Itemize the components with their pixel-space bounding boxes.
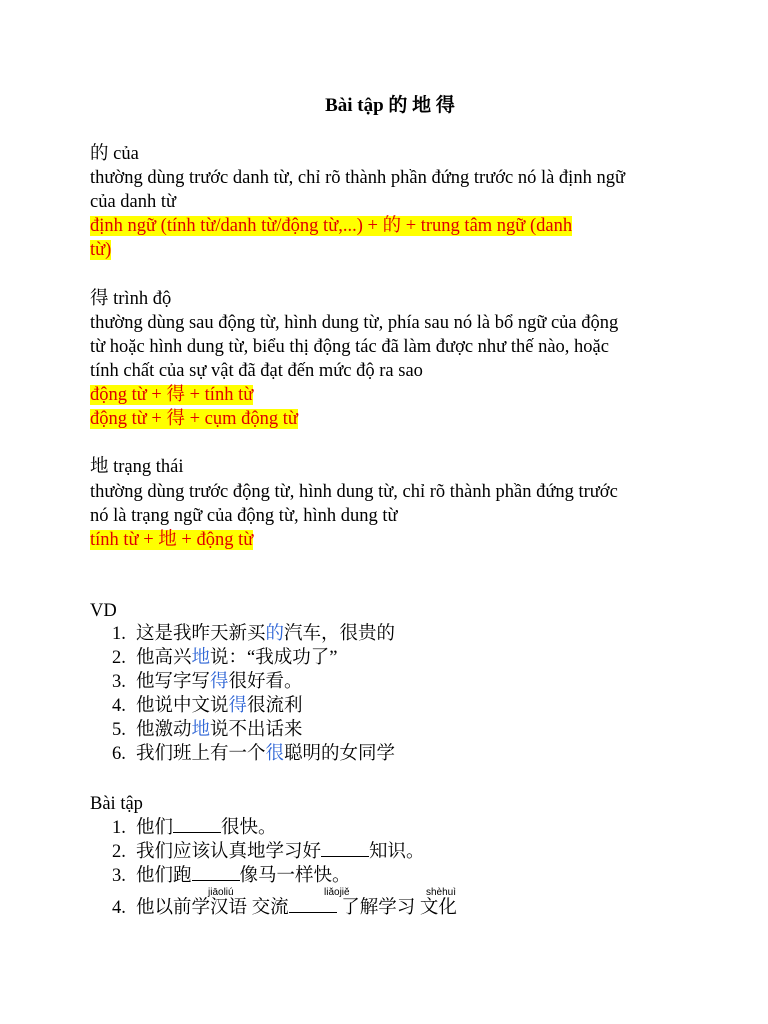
example-number: 3. xyxy=(112,672,126,692)
section-di-heading: 地 trạng thái xyxy=(90,457,184,477)
exercise-item: 1. 他们 很快。 xyxy=(112,818,277,838)
answer-blank[interactable] xyxy=(192,864,240,881)
section-de-formula-line1: định ngữ (tính từ/danh từ/động từ,...) + 的 + trung tâm ngữ (danh xyxy=(90,216,573,236)
pinyin-annotation-jiaoliu: jiāoliú xyxy=(208,887,234,898)
example-item: 6. 我们班上有一个很聪明的女同学 xyxy=(112,744,396,764)
section-de-heading: 的 của xyxy=(90,144,139,164)
example-item: 4. 他说中文说得很流利 xyxy=(112,696,303,716)
section-dei-formula-line1: động từ + 得 + tính từ xyxy=(90,385,254,405)
exercise-number: 2. xyxy=(112,842,126,862)
example-number: 2. xyxy=(112,648,126,668)
section-dei-heading: 得 trình độ xyxy=(90,289,172,309)
exercise-number: 3. xyxy=(112,866,126,886)
section-de-formula-line2: từ) xyxy=(90,240,112,260)
exercise-number: 4. xyxy=(112,898,126,918)
example-item: 3. 他写字写得很好看。 xyxy=(112,672,303,692)
example-number: 5. xyxy=(112,720,126,740)
pinyin-annotation-liaojie: liǎojiě xyxy=(324,887,350,898)
section-di-formula-line1: tính từ + 地 + động từ xyxy=(90,530,254,550)
pinyin-annotation-shehui: shèhuì xyxy=(426,887,457,898)
example-number: 6. xyxy=(112,744,126,764)
page-title: Bài tập 的 地 得 xyxy=(325,95,455,116)
example-number: 1. xyxy=(112,624,126,644)
section-dei-desc-line2: từ hoặc hình dung từ, biểu thị động tác đã làm được như thế nào, hoặc xyxy=(90,337,609,357)
example-number: 4. xyxy=(112,696,126,716)
example-item: 5. 他激动地说不出话来 xyxy=(112,720,303,740)
exercise-item: 4. 他以前学汉语 交流 了解学习 文化 xyxy=(112,898,457,918)
section-dei-desc-line3: tính chất của sự vật đã đạt đến mức độ ra sao xyxy=(90,361,423,381)
section-de-desc-line1: thường dùng trước danh từ, chỉ rõ thành phần đứng trước nó là định ngữ xyxy=(90,168,625,188)
exercise-item: 3. 他们跑 像马一样快。 xyxy=(112,866,351,886)
answer-blank[interactable] xyxy=(173,816,221,833)
exercises-heading: Bài tập xyxy=(90,794,143,814)
answer-blank[interactable] xyxy=(321,840,369,857)
section-dei-formula-line2: động từ + 得 + cụm động từ xyxy=(90,409,298,429)
exercises-list xyxy=(90,816,457,920)
section-di-desc-line2: nó là trạng ngữ của động từ, hình dung từ xyxy=(90,506,398,526)
examples-list xyxy=(90,622,395,766)
example-item: 1. 这是我昨天新买的汽车，很贵的 xyxy=(112,624,396,644)
section-di-desc-line1: thường dùng trước động từ, hình dung từ, chỉ rõ thành phần đứng trước xyxy=(90,482,618,502)
section-dei-desc-line1: thường dùng sau động từ, hình dung từ, phía sau nó là bổ ngữ của động xyxy=(90,313,619,333)
section-de-desc-line2: của danh từ xyxy=(90,192,177,212)
examples-heading: VD xyxy=(90,601,117,621)
exercise-number: 1. xyxy=(112,818,126,838)
exercise-item: 2. 我们应该认真地学习好 知识。 xyxy=(112,842,425,862)
example-item: 2. 他高兴地说：“我成功了” xyxy=(112,648,338,668)
